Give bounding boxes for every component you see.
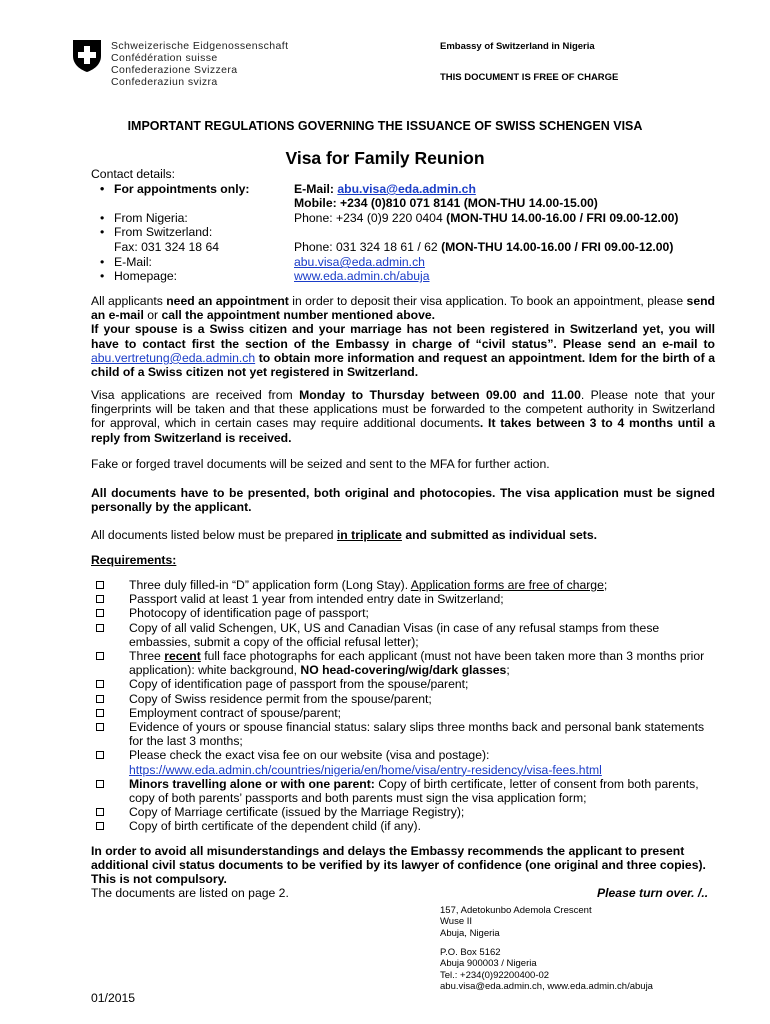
address-line: Tel.: +234(0)92200400-02 [440, 969, 550, 981]
nigeria-phone: Phone: +234 (0)9 220 0404 (MON-THU 14.00-16.00 / FRI 09.00-12.00) [294, 211, 679, 225]
address-line: P.O. Box 5162 [440, 947, 501, 958]
appointments-mobile: Mobile: +234 (0)810 071 8141 (MON-THU 14.00-15.00) [294, 196, 598, 210]
list-item: Employment contract of spouse/parent; [91, 706, 715, 720]
checkbox-icon [96, 695, 104, 703]
switzerland-phone: Phone: 031 324 18 61 / 62 (MON-THU 14.00-16.00 / FRI 09.00-12.00) [294, 240, 674, 254]
civil-status-email-link[interactable]: abu.vertretung@eda.admin.ch [91, 350, 256, 365]
forged-documents-paragraph: Fake or forged travel documents will be seized and sent to the MFA for further action. [91, 457, 550, 471]
checkbox-icon [96, 624, 104, 632]
embassy-name: Embassy of Switzerland in Nigeria [440, 41, 595, 52]
list-item: Copy of birth certificate of the dependent child (if any). [91, 819, 715, 833]
checkbox-icon [96, 652, 104, 660]
list-item: Minors travelling alone or with one parent: Copy of birth certificate, letter of consent from both parents, copy of both parents’ passports and both parents must sign the visa application form; [91, 777, 715, 805]
list-item: Passport valid at least 1 year from intended entry date in Switzerland; [91, 592, 715, 606]
turn-over-note: Please turn over. /.. [597, 886, 709, 900]
embassy-postal-address [440, 947, 653, 993]
address-line: Abuja 900003 / Nigeria [440, 958, 537, 970]
list-item: Please check the exact visa fee on our website (visa and postage): https://www.eda.admin.ch/countries/nigeria/en/home/visa/entry-residency/visa-fees.html [91, 748, 715, 776]
homepage-label: • Homepage: [100, 269, 178, 283]
free-of-charge-notice: THIS DOCUMENT IS FREE OF CHARGE [440, 72, 619, 83]
nigeria-label: • From Nigeria: [100, 211, 188, 225]
email-link[interactable]: abu.visa@eda.admin.ch [294, 255, 425, 269]
requirements-label: Requirements: [91, 553, 177, 567]
confederation-line-it: Confederazione Svizzera [111, 64, 238, 76]
swiss-coat-of-arms-icon [72, 39, 102, 73]
list-item: Three duly filled-in “D” application form (Long Stay). Application forms are free of charge; [91, 578, 715, 592]
page-title: Visa for Family Reunion [285, 148, 485, 168]
list-item: Photocopy of identification page of passport; [91, 606, 715, 620]
confederation-line-de: Schweizerische Eidgenossenschaft [111, 40, 289, 52]
list-item: Copy of identification page of passport from the spouse/parent; [91, 677, 715, 691]
checkbox-icon [96, 680, 104, 688]
address-line: 157, Adetokunbo Ademola Crescent [440, 905, 592, 916]
list-item: Copy of Marriage certificate (issued by the Marriage Registry); [91, 805, 715, 819]
regulations-title: IMPORTANT REGULATIONS GOVERNING THE ISSUANCE OF SWISS SCHENGEN VISA [127, 119, 643, 133]
checkbox-icon [96, 780, 104, 788]
appointments-label: • For appointments only: [100, 182, 250, 196]
checkbox-icon [96, 751, 104, 759]
checkbox-icon [96, 595, 104, 603]
checkbox-icon [96, 609, 104, 617]
submission-hours-paragraph: Visa applications are received from Monday to Thursday between 09.00 and 11.00. Please note that your fingerprints will be taken and that these applications must be forwarded to the competent authority in Switzerland for approval, which in certain cases may require additional documents. It takes between 3 to 4 months until a reply from Switzerland is received. [91, 388, 716, 445]
checkbox-icon [96, 723, 104, 731]
triplicate-paragraph: All documents listed below must be prepared in triplicate and submitted as individual sets. [91, 528, 597, 542]
switzerland-fax: Fax: 031 324 18 64 [114, 240, 220, 254]
address-line: Wuse II [440, 916, 473, 928]
checkbox-icon [96, 709, 104, 717]
document-date-code: 01/2015 [91, 991, 136, 1005]
appointments-email-line: E-Mail: abu.visa@eda.admin.ch [294, 182, 476, 196]
checkbox-icon [96, 808, 104, 816]
list-item: Copy of Swiss residence permit from the spouse/parent; [91, 692, 715, 706]
list-item: Three recent full face photographs for each applicant (must not have been taken more than 3 months prior application): white background, NO head-covering/wig/dark glasses; [91, 649, 715, 677]
checkbox-icon [96, 581, 104, 589]
appointments-email-link[interactable]: abu.visa@eda.admin.ch [337, 182, 476, 196]
confederation-names [111, 40, 288, 88]
email-label: • E-Mail: [100, 255, 152, 269]
documents-original-paragraph: All documents have to be presented, both original and photocopies. The visa application must be signed personally by the applicant. [91, 486, 715, 515]
list-item: Evidence of yours or spouse financial status: salary slips three months back and personal bank statements for the last 3 months; [91, 720, 715, 748]
switzerland-label: • From Switzerland: [100, 225, 213, 239]
appointment-paragraph: All applicants need an appointment in order to deposit their visa application. To book an appointment, please send an e-mail or call the appointment number mentioned above. If your spouse is a Swiss citizen and your marriage has not been registered in Switzerland yet, you will have to contact first the section of the Embassy in charge of “civil status”. Please send an e-mail to abu.vertretung@eda.admin.ch to obtain more information and request an appointment. Idem for the birth of a child of a Swiss citizen not yet registered in Switzerland. [91, 294, 715, 380]
list-item: Copy of all valid Schengen, UK, US and Canadian Visas (in case of any refusal stamps from these embassies, submit a copy of the official refusal letter); [91, 621, 715, 649]
confederation-line-rm: Confederaziun svizra [111, 76, 218, 88]
confederation-line-fr: Confédération suisse [111, 52, 218, 64]
address-line: abu.visa@eda.admin.ch, www.eda.admin.ch/abuja [440, 981, 653, 993]
documents-page-note: The documents are listed on page 2. [91, 886, 289, 900]
address-line: Abuja, Nigeria [440, 927, 500, 939]
embassy-address [440, 905, 592, 939]
civil-status-recommendation: In order to avoid all misunderstandings and delays the Embassy recommends the applicant to present additional civil status documents to be verified by its lawyer of confidence (one original and three copies). This is not compulsory. [91, 844, 706, 887]
requirements-list [91, 578, 715, 834]
homepage-link[interactable]: www.eda.admin.ch/abuja [294, 269, 430, 283]
checkbox-icon [96, 822, 104, 830]
contact-label: Contact details: [91, 167, 176, 181]
visa-fees-link[interactable]: https://www.eda.admin.ch/countries/nigeria/en/home/visa/entry-residency/visa-fees.html [129, 762, 602, 777]
